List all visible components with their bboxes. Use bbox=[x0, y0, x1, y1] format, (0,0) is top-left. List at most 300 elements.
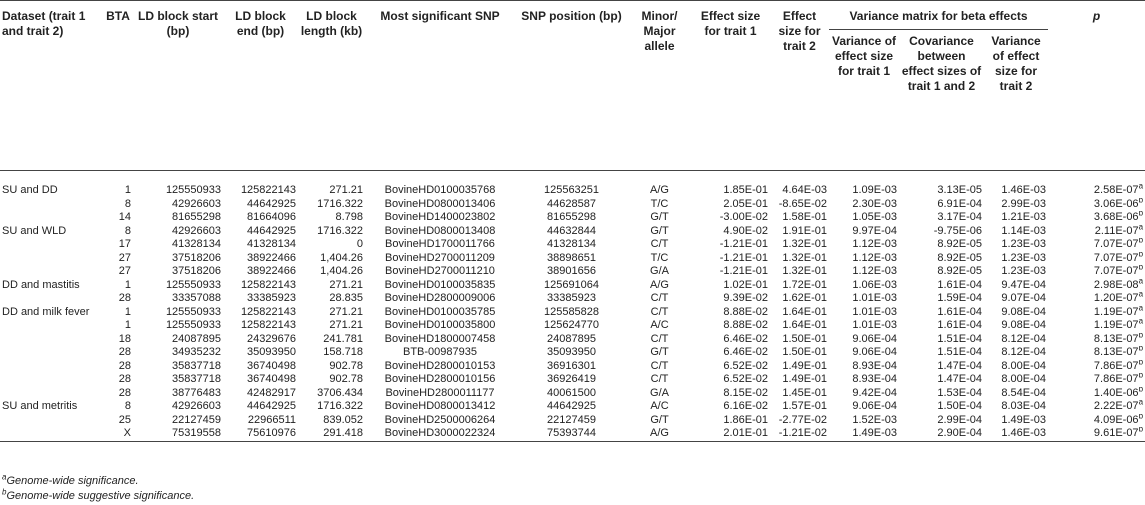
p-value: 4.09E-06 bbox=[1093, 413, 1139, 426]
footnotes bbox=[2, 474, 194, 504]
cell-dataset bbox=[0, 265, 103, 279]
cell-ld-end: 24329676 bbox=[247, 332, 296, 345]
cell-snp: BovineHD1700011766 bbox=[385, 238, 495, 250]
table-body bbox=[0, 171, 1145, 442]
cell-var-1: 1.12E-03 bbox=[852, 251, 897, 264]
cell-effect-1: 9.39E-02 bbox=[723, 292, 768, 304]
cell-bta: 28 bbox=[118, 359, 131, 372]
cell-effect-1: 1.86E-01 bbox=[723, 413, 768, 426]
p-value: 7.86E-07 bbox=[1093, 373, 1139, 385]
cell-dataset bbox=[0, 238, 103, 252]
cell-ld-length: 158.718 bbox=[323, 346, 363, 358]
table-row bbox=[0, 238, 1145, 252]
cell-ld-start: 38776483 bbox=[172, 386, 221, 399]
spacer-row bbox=[0, 171, 1145, 185]
table-row bbox=[0, 346, 1145, 360]
cell-covariance: 1.61E-04 bbox=[937, 305, 982, 318]
cell-ld-end: 22966511 bbox=[247, 413, 296, 426]
cell-covariance: 8.92E-05 bbox=[937, 238, 982, 250]
cell-snp: BovineHD0800013406 bbox=[384, 197, 496, 210]
significance-mark: a bbox=[1138, 319, 1144, 326]
cell-ld-start: 42926603 bbox=[172, 197, 221, 210]
header-variance-group: Variance matrix for beta effects bbox=[829, 1, 1048, 30]
cell-snp-position: 44628587 bbox=[547, 197, 596, 210]
p-value: 1.19E-07 bbox=[1093, 319, 1139, 331]
cell-ld-length: 291.418 bbox=[298, 427, 365, 441]
cell-allele: T/C bbox=[650, 197, 669, 210]
header-row-1 bbox=[0, 1, 1145, 30]
cell-var-1: 9.06E-04 bbox=[852, 332, 897, 345]
p-value: 8.13E-07 bbox=[1093, 346, 1139, 358]
cell-bta: 18 bbox=[118, 332, 131, 345]
cell-dataset bbox=[0, 427, 103, 441]
cell-covariance: 1.61E-04 bbox=[937, 278, 982, 291]
p-value: 1.40E-06 bbox=[1093, 386, 1139, 399]
significance-mark: a bbox=[1138, 400, 1144, 407]
cell-ld-length: 271.21 bbox=[329, 305, 363, 318]
cell-ld-start: 42926603 bbox=[172, 400, 221, 412]
cell-var-1: 1.12E-03 bbox=[852, 238, 897, 250]
cell-ld-end: 41328134 bbox=[247, 238, 296, 250]
cell-snp: BovineHD1800007458 bbox=[384, 332, 496, 345]
p-value: 2.98E-08 bbox=[1093, 278, 1139, 291]
cell-ld-length: 28.835 bbox=[329, 292, 363, 304]
cell-p bbox=[1048, 360, 1145, 374]
cell-p bbox=[1048, 279, 1145, 293]
significance-mark: b bbox=[1138, 197, 1144, 204]
cell-ld-length: 902.78 bbox=[329, 373, 363, 385]
table-row bbox=[0, 427, 1145, 441]
cell-ld-end: 36740498 bbox=[247, 359, 296, 372]
cell-effect-1: 2.01E-01 bbox=[691, 427, 770, 441]
cell-effect-2: -8.65E-02 bbox=[778, 197, 827, 210]
cell-var-1: 1.01E-03 bbox=[852, 292, 897, 304]
table-row bbox=[0, 387, 1145, 401]
header-var-2: Variance of effect size for trait 2 bbox=[984, 30, 1048, 171]
cell-effect-2: -1.21E-02 bbox=[770, 427, 829, 441]
significance-mark: b bbox=[1138, 346, 1144, 353]
cell-effect-2: 1.64E-01 bbox=[782, 319, 827, 331]
cell-allele: C/T bbox=[650, 359, 669, 372]
cell-ld-start: 81655298 bbox=[172, 211, 221, 223]
cell-bta: 1 bbox=[124, 278, 131, 291]
cell-snp-position: 44642925 bbox=[547, 400, 596, 412]
significance-mark: b bbox=[1138, 386, 1144, 393]
cell-ld-length: 1716.322 bbox=[317, 224, 363, 237]
cell-ld-start: 34935232 bbox=[172, 346, 221, 358]
cell-effect-1: -1.21E-01 bbox=[719, 251, 768, 264]
cell-p bbox=[1048, 346, 1145, 360]
cell-p bbox=[1048, 400, 1145, 414]
significance-mark: b bbox=[1138, 238, 1144, 245]
cell-p bbox=[1048, 414, 1145, 428]
cell-p bbox=[1048, 319, 1145, 333]
significance-mark: b bbox=[1138, 413, 1144, 420]
cell-ld-end: 125822143 bbox=[240, 319, 296, 331]
significance-mark: a bbox=[1138, 305, 1144, 312]
spacer-cell bbox=[0, 171, 1145, 185]
cell-effect-2: 1.50E-01 bbox=[782, 346, 827, 358]
table-row bbox=[0, 400, 1145, 414]
cell-snp-position: 125585828 bbox=[543, 305, 600, 318]
significance-mark: a bbox=[1138, 224, 1144, 231]
cell-ld-end: 33385923 bbox=[247, 292, 296, 304]
header-var-1: Variance of effect size for trait 1 bbox=[829, 30, 899, 171]
cell-var-2: 9.08E-04 bbox=[1001, 305, 1047, 318]
cell-allele: G/A bbox=[650, 265, 669, 277]
cell-dataset: SU and WLD bbox=[2, 224, 67, 237]
cell-covariance: 1.47E-04 bbox=[937, 373, 982, 385]
cell-bta: 1 bbox=[124, 184, 131, 196]
cell-snp-position: 41328134 bbox=[547, 238, 596, 250]
cell-effect-2: 1.91E-01 bbox=[782, 224, 827, 237]
significance-mark: b bbox=[1138, 332, 1144, 339]
cell-ld-end: 42482917 bbox=[247, 386, 296, 399]
table-row bbox=[0, 414, 1145, 428]
significance-mark: b bbox=[1138, 359, 1144, 366]
cell-var-1: 1.09E-03 bbox=[852, 184, 897, 196]
cell-covariance: 2.90E-04 bbox=[899, 427, 984, 441]
cell-ld-start: 41328134 bbox=[172, 238, 221, 250]
cell-covariance: 1.50E-04 bbox=[937, 400, 982, 412]
cell-var-2: 1.49E-03 bbox=[1001, 413, 1047, 426]
cell-covariance: 3.17E-04 bbox=[937, 211, 982, 223]
table-row bbox=[0, 319, 1145, 333]
cell-ld-length: 271.21 bbox=[329, 184, 363, 196]
cell-snp-position: 44632844 bbox=[547, 224, 596, 237]
cell-snp-position: 125691064 bbox=[543, 278, 600, 291]
cell-effect-1: 1.02E-01 bbox=[723, 278, 768, 291]
cell-ld-start: 33357088 bbox=[172, 292, 221, 304]
cell-snp: BovineHD0100035835 bbox=[384, 278, 496, 291]
cell-allele: A/C bbox=[650, 319, 669, 331]
significance-mark: a bbox=[1138, 292, 1144, 299]
cell-effect-2: 1.49E-01 bbox=[782, 359, 827, 372]
cell-covariance: 8.92E-05 bbox=[937, 251, 982, 264]
cell-ld-end: 38922466 bbox=[247, 251, 296, 264]
cell-var-2: 1.23E-03 bbox=[1001, 238, 1047, 250]
cell-ld-end: 81664096 bbox=[247, 211, 296, 223]
table-row bbox=[0, 265, 1145, 279]
cell-ld-length: 8.798 bbox=[335, 211, 363, 223]
cell-ld-start: 125550933 bbox=[165, 319, 221, 331]
cell-dataset bbox=[0, 211, 103, 225]
cell-snp: BovineHD0100035768 bbox=[384, 184, 496, 196]
cell-ld-start: 35837718 bbox=[172, 359, 221, 372]
cell-allele: A/G bbox=[650, 184, 669, 196]
table-row bbox=[0, 184, 1145, 198]
cell-effect-1: 2.05E-01 bbox=[723, 197, 768, 210]
cell-covariance: 1.51E-04 bbox=[937, 332, 982, 345]
table-row bbox=[0, 360, 1145, 374]
cell-p bbox=[1048, 427, 1145, 441]
table-row bbox=[0, 306, 1145, 320]
cell-allele: A/C bbox=[650, 400, 669, 412]
cell-effect-1: 6.52E-02 bbox=[723, 373, 768, 385]
cell-ld-end: 38922466 bbox=[247, 265, 296, 277]
cell-bta: 27 bbox=[118, 251, 131, 264]
cell-ld-length: 3706.434 bbox=[317, 386, 363, 399]
table-row bbox=[0, 211, 1145, 225]
header-ld-length: LD block length (kb) bbox=[298, 1, 365, 171]
cell-var-1: 1.01E-03 bbox=[852, 319, 897, 331]
cell-ld-end: 125822143 bbox=[240, 278, 296, 291]
cell-snp: BovineHD2800011177 bbox=[385, 386, 495, 399]
cell-ld-length: 1716.322 bbox=[317, 400, 363, 412]
cell-snp: BovineHD1400023802 bbox=[384, 211, 496, 223]
cell-ld-length: 1716.322 bbox=[317, 197, 363, 210]
p-value: 8.13E-07 bbox=[1093, 332, 1139, 345]
cell-bta: 1 bbox=[124, 319, 131, 331]
header-p-label: p bbox=[1092, 9, 1101, 23]
cell-var-2: 9.07E-04 bbox=[1001, 292, 1047, 304]
cell-ld-end: 75610976 bbox=[223, 427, 298, 441]
footnote-b-text: Genome-wide suggestive significance. bbox=[6, 490, 195, 502]
header-allele: Minor/ Major allele bbox=[628, 1, 691, 171]
cell-effect-1: 8.88E-02 bbox=[723, 319, 768, 331]
cell-covariance: 6.91E-04 bbox=[937, 197, 982, 210]
cell-bta: 8 bbox=[124, 197, 131, 210]
cell-ld-length: 839.052 bbox=[323, 413, 363, 426]
cell-snp-position: 38901656 bbox=[547, 265, 596, 277]
p-value: 7.86E-07 bbox=[1093, 359, 1139, 372]
cell-effect-2: -2.77E-02 bbox=[778, 413, 827, 426]
cell-snp: BovineHD3000022324 bbox=[365, 427, 515, 441]
cell-effect-1: -1.21E-01 bbox=[719, 238, 768, 250]
cell-bta: 28 bbox=[118, 373, 131, 385]
cell-effect-1: 6.52E-02 bbox=[723, 359, 768, 372]
cell-snp: BovineHD2700011210 bbox=[385, 265, 495, 277]
cell-allele: C/T bbox=[650, 373, 669, 385]
cell-effect-2: 1.62E-01 bbox=[782, 292, 827, 304]
cell-ld-start: 125550933 bbox=[165, 278, 221, 291]
cell-effect-1: -3.00E-02 bbox=[719, 211, 768, 223]
cell-effect-1: 6.46E-02 bbox=[723, 346, 768, 358]
cell-p bbox=[1048, 184, 1145, 198]
header-effect-2: Effect size for trait 2 bbox=[770, 1, 829, 171]
cell-var-2: 1.23E-03 bbox=[1001, 251, 1047, 264]
cell-dataset bbox=[0, 360, 103, 374]
cell-var-2: 8.00E-04 bbox=[1001, 373, 1047, 385]
cell-effect-2: 1.72E-01 bbox=[782, 278, 827, 291]
cell-dataset bbox=[0, 292, 103, 306]
cell-bta: 17 bbox=[118, 238, 131, 250]
cell-ld-length: 0 bbox=[356, 238, 363, 250]
header-snp: Most significant SNP bbox=[365, 1, 515, 171]
table-row bbox=[0, 373, 1145, 387]
table-row bbox=[0, 333, 1145, 347]
p-value: 7.07E-07 bbox=[1093, 238, 1139, 250]
cell-dataset: SU and metritis bbox=[2, 400, 78, 412]
cell-var-2: 2.99E-03 bbox=[1001, 197, 1047, 210]
cell-var-1: 1.06E-03 bbox=[852, 278, 897, 291]
cell-ld-length: 1,404.26 bbox=[320, 251, 363, 264]
cell-var-2: 1.46E-03 bbox=[984, 427, 1048, 441]
cell-allele: T/C bbox=[650, 251, 669, 264]
cell-snp-position: 22127459 bbox=[547, 413, 596, 426]
cell-var-1: 1.12E-03 bbox=[852, 265, 897, 277]
cell-ld-start: 75319558 bbox=[133, 427, 223, 441]
cell-covariance: -9.75E-06 bbox=[933, 224, 982, 237]
cell-allele: A/G bbox=[650, 278, 669, 291]
cell-var-2: 8.03E-04 bbox=[1001, 400, 1047, 412]
p-value: 2.11E-07 bbox=[1094, 224, 1139, 237]
cell-snp: BovineHD2800010156 bbox=[384, 373, 496, 385]
cell-var-1: 1.52E-03 bbox=[852, 413, 897, 426]
cell-snp: BovineHD2500006264 bbox=[384, 413, 496, 426]
cell-var-1: 9.06E-04 bbox=[852, 346, 897, 358]
cell-snp: BTB-00987935 bbox=[403, 346, 477, 358]
cell-effect-1: -1.21E-01 bbox=[719, 265, 768, 277]
cell-var-2: 9.08E-04 bbox=[1001, 319, 1047, 331]
cell-covariance: 1.51E-04 bbox=[937, 346, 982, 358]
cell-ld-end: 44642925 bbox=[247, 197, 296, 210]
cell-p bbox=[1048, 265, 1145, 279]
cell-p bbox=[1048, 238, 1145, 252]
cell-snp-position: 125563251 bbox=[543, 184, 600, 196]
cell-snp-position: 35093950 bbox=[547, 346, 596, 358]
cell-effect-1: 6.16E-02 bbox=[723, 400, 768, 412]
p-value: 2.58E-07 bbox=[1093, 184, 1139, 196]
cell-snp-position: 38898651 bbox=[547, 251, 596, 264]
cell-snp: BovineHD2800010153 bbox=[384, 359, 496, 372]
cell-bta: 8 bbox=[124, 224, 131, 237]
cell-allele: G/T bbox=[650, 346, 669, 358]
cell-var-1: 9.42E-04 bbox=[852, 386, 897, 399]
cell-dataset: SU and DD bbox=[2, 184, 58, 196]
cell-p bbox=[1048, 387, 1145, 401]
header-bta: BTA bbox=[103, 1, 133, 171]
cell-ld-length: 271.21 bbox=[329, 278, 363, 291]
cell-p bbox=[1048, 373, 1145, 387]
cell-ld-start: 125550933 bbox=[165, 305, 221, 318]
header-p bbox=[1048, 1, 1145, 171]
cell-var-2: 1.46E-03 bbox=[1001, 184, 1047, 196]
footnote-a-text: Genome-wide significance. bbox=[6, 475, 139, 487]
cell-bta: 28 bbox=[118, 386, 131, 399]
header-snp-position: SNP position (bp) bbox=[515, 1, 628, 171]
cell-dataset: DD and mastitis bbox=[2, 278, 80, 291]
cell-snp: BovineHD2700011209 bbox=[385, 251, 495, 264]
cell-bta: 28 bbox=[118, 346, 131, 358]
cell-snp-position: 24087895 bbox=[547, 332, 596, 345]
cell-effect-2: 1.32E-01 bbox=[782, 251, 827, 264]
table-row bbox=[0, 198, 1145, 212]
cell-ld-end: 125822143 bbox=[240, 184, 296, 196]
cell-dataset: DD and milk fever bbox=[2, 305, 90, 318]
cell-effect-2: 1.45E-01 bbox=[782, 386, 827, 399]
cell-covariance: 3.13E-05 bbox=[937, 184, 982, 196]
cell-effect-1: 1.85E-01 bbox=[723, 184, 768, 196]
cell-effect-1: 4.90E-02 bbox=[723, 224, 768, 237]
cell-var-2: 8.00E-04 bbox=[1001, 359, 1047, 372]
cell-var-1: 9.97E-04 bbox=[852, 224, 897, 237]
cell-ld-start: 42926603 bbox=[172, 224, 221, 237]
cell-var-2: 1.14E-03 bbox=[1001, 224, 1047, 237]
cell-allele: C/T bbox=[650, 238, 669, 250]
cell-p bbox=[1048, 252, 1145, 266]
cell-dataset bbox=[0, 387, 103, 401]
p-value: 7.07E-07 bbox=[1093, 265, 1139, 277]
cell-var-1: 9.06E-04 bbox=[852, 400, 897, 412]
table-row bbox=[0, 252, 1145, 266]
cell-bta: 8 bbox=[124, 400, 131, 412]
cell-bta: 27 bbox=[118, 265, 131, 277]
cell-var-2: 8.12E-04 bbox=[1001, 346, 1047, 358]
cell-var-2: 8.54E-04 bbox=[1001, 386, 1047, 399]
cell-dataset bbox=[0, 414, 103, 428]
cell-bta: 14 bbox=[118, 211, 131, 223]
header-effect-1: Effect size for trait 1 bbox=[691, 1, 770, 171]
p-value: 9.61E-07 bbox=[1093, 427, 1139, 439]
significance-mark: a bbox=[1138, 184, 1144, 191]
significance-mark: b bbox=[1138, 251, 1144, 258]
cell-covariance: 1.47E-04 bbox=[937, 359, 982, 372]
cell-allele: C/T bbox=[650, 332, 669, 345]
cell-var-2: 1.21E-03 bbox=[1001, 211, 1047, 223]
significance-mark: b bbox=[1138, 373, 1144, 380]
cell-snp: BovineHD0100035800 bbox=[384, 319, 496, 331]
cell-snp-position: 36916301 bbox=[547, 359, 596, 372]
cell-dataset bbox=[0, 319, 103, 333]
cell-ld-start: 37518206 bbox=[172, 251, 221, 264]
cell-snp-position: 40061500 bbox=[547, 386, 596, 399]
cell-snp-position: 81655298 bbox=[547, 211, 596, 223]
cell-ld-end: 125822143 bbox=[240, 305, 296, 318]
cell-effect-1: 8.15E-02 bbox=[723, 386, 768, 399]
cell-covariance: 1.61E-04 bbox=[937, 319, 982, 331]
cell-bta: 28 bbox=[118, 292, 131, 304]
cell-snp: BovineHD0100035785 bbox=[384, 305, 496, 318]
header-covariance: Covariance between effect sizes of trait 1 and 2 bbox=[899, 30, 984, 171]
cell-dataset bbox=[0, 252, 103, 266]
cell-p bbox=[1048, 198, 1145, 212]
significance-mark: b bbox=[1138, 211, 1144, 218]
cell-ld-start: 37518206 bbox=[172, 265, 221, 277]
cell-snp-position: 75393744 bbox=[515, 427, 628, 441]
cell-ld-start: 35837718 bbox=[172, 373, 221, 385]
cell-effect-2: 1.58E-01 bbox=[782, 211, 827, 223]
cell-ld-end: 44642925 bbox=[247, 224, 296, 237]
p-value: 1.19E-07 bbox=[1093, 305, 1139, 318]
cell-bta: 25 bbox=[118, 413, 131, 426]
cell-effect-2: 4.64E-03 bbox=[782, 184, 827, 196]
cell-ld-length: 271.21 bbox=[329, 319, 363, 331]
cell-ld-start: 22127459 bbox=[172, 413, 221, 426]
cell-ld-length: 241.781 bbox=[323, 332, 363, 345]
cell-effect-2: 1.49E-01 bbox=[782, 373, 827, 385]
cell-allele: A/G bbox=[628, 427, 691, 441]
p-value: 1.20E-07 bbox=[1093, 292, 1139, 304]
cell-p bbox=[1048, 292, 1145, 306]
cell-snp: BovineHD0800013408 bbox=[384, 224, 496, 237]
cell-p bbox=[1048, 211, 1145, 225]
cell-snp: BovineHD2800009006 bbox=[384, 292, 496, 304]
significance-mark: b bbox=[1138, 427, 1144, 434]
cell-var-1: 1.01E-03 bbox=[852, 305, 897, 318]
cell-var-1: 1.05E-03 bbox=[852, 211, 897, 223]
footnote-a-mark: a bbox=[2, 472, 7, 482]
cell-var-2: 8.12E-04 bbox=[1001, 332, 1047, 345]
table-row bbox=[0, 292, 1145, 306]
p-value: 3.06E-06 bbox=[1093, 197, 1139, 210]
cell-var-1: 8.93E-04 bbox=[852, 373, 897, 385]
cell-dataset bbox=[0, 333, 103, 347]
cell-allele: G/T bbox=[650, 224, 669, 237]
cell-ld-end: 35093950 bbox=[247, 346, 296, 358]
table-row bbox=[0, 279, 1145, 293]
cell-ld-length: 1,404.26 bbox=[320, 265, 363, 277]
